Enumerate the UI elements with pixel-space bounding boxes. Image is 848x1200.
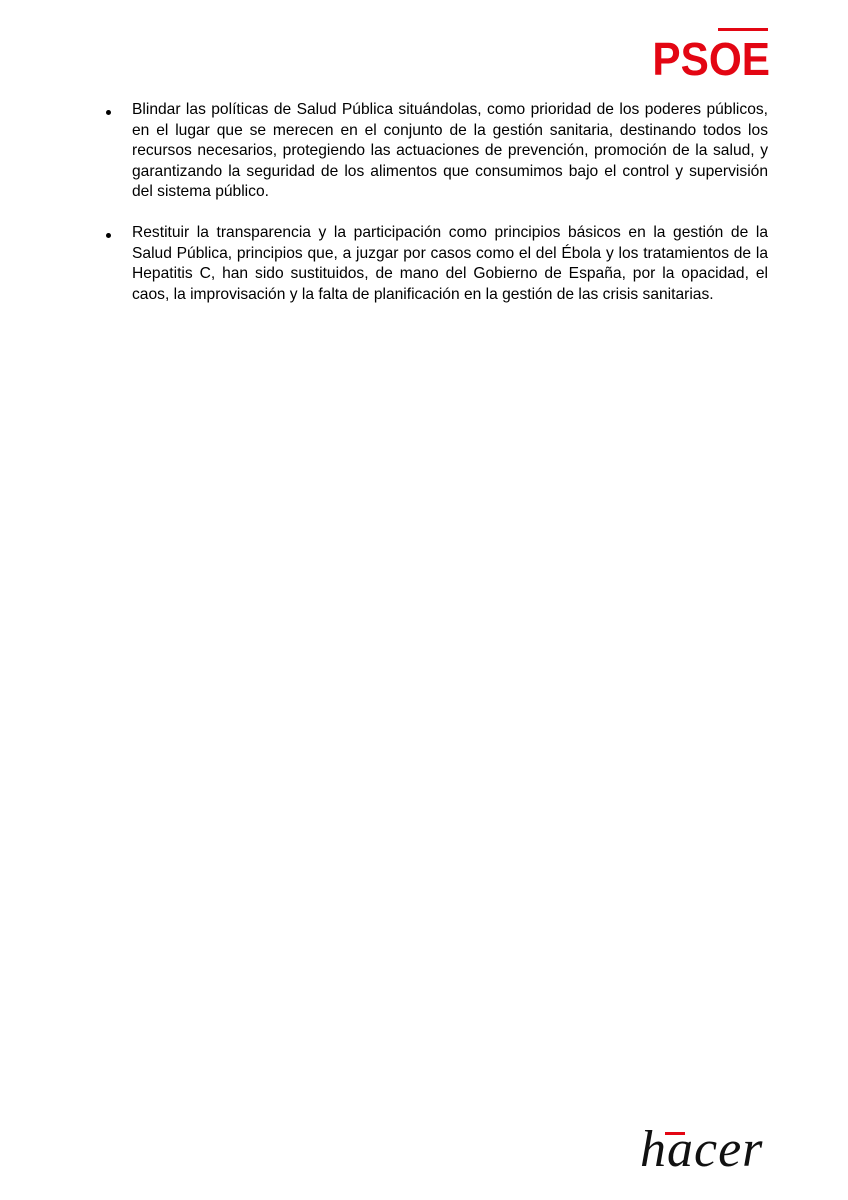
bullet-text: Blindar las políticas de Salud Pública situándolas, como prioridad de los poderes públicos, en el lugar que se merecen en el conjunto de la gestión sanitaria, destinando todos los recursos necesarios, protegiendo las actuaciones de prevención, promoción de la salud, y garantizando la seguridad de los alimentos que consumimos bajo el control y supervisión del sistema público. — [132, 101, 768, 201]
list-item — [106, 100, 768, 203]
logo-text: PSOE — [652, 33, 770, 85]
logo-accent-bar — [718, 28, 768, 31]
bullet-list — [106, 100, 768, 325]
bullet-text: Restituir la transparencia y la participación como principios básicos en la gestión de la Salud Pública, principios que, a juzgar por casos como el del Ébola y los tratamientos de la Hepatitis C, han sido sustituidos, de mano del Gobierno de España, por la opacidad, el caos, la improvisación y la falta de planificación en la gestión de las crisis sanitarias. — [132, 223, 768, 303]
psoe-logo — [642, 28, 770, 85]
bullet-icon — [106, 233, 111, 238]
list-item — [106, 223, 768, 305]
hacer-logo — [640, 1120, 790, 1180]
bullet-icon — [106, 110, 111, 115]
footer-logo-text: hacer — [640, 1121, 764, 1178]
